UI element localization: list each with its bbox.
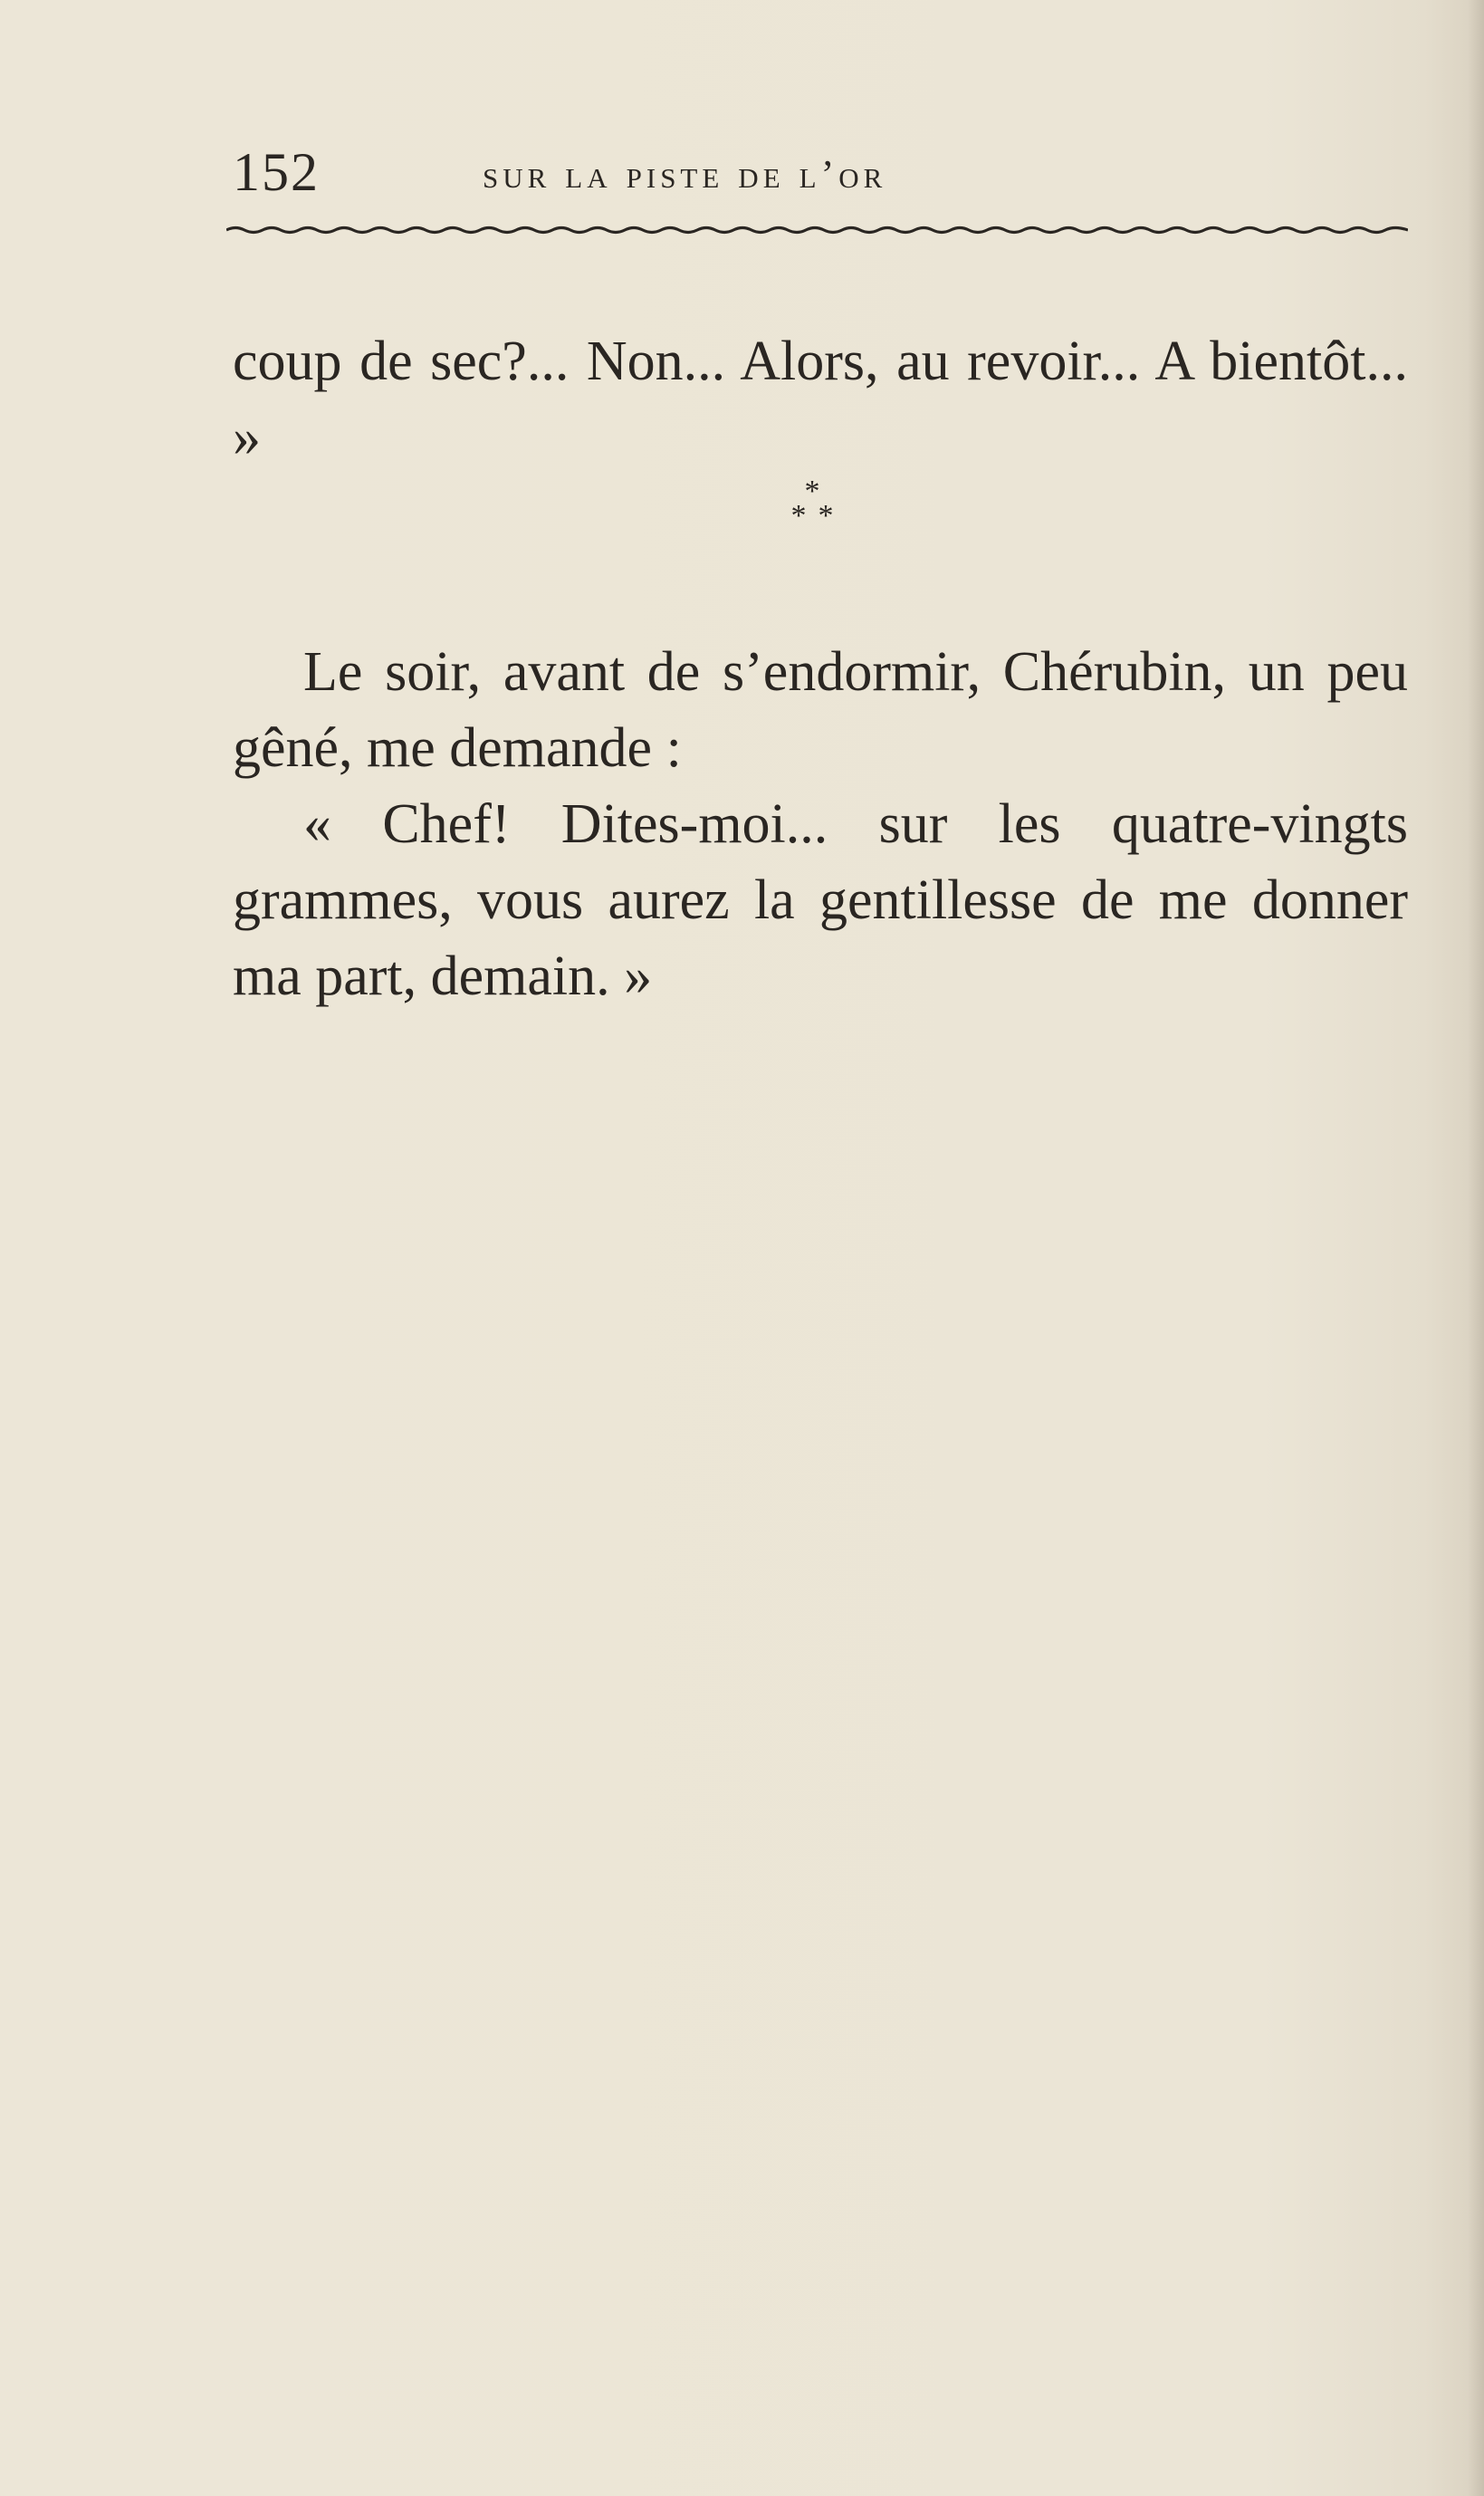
paragraph-evening: Le soir, avant de s’endormir, Chérubin, un peu gêné, me demande : — [233, 641, 1408, 779]
text-block-top — [233, 323, 1408, 475]
asterism-icon — [780, 475, 844, 539]
svg-text:*: * — [804, 475, 820, 508]
paragraph-dialogue: « Chef! Dites-moi... sur les quatre-vingts grammes, vous aurez la gentillesse de me donner ma part, demain. » — [233, 793, 1408, 1007]
svg-text:*: * — [818, 499, 834, 533]
text-block-main — [233, 634, 1408, 1014]
page-number: 152 — [233, 142, 320, 202]
paragraph-continuation: coup de sec?... Non... Alors, au revoir... A bientôt... » — [233, 331, 1408, 468]
svg-text:*: * — [790, 499, 807, 533]
running-title: sur la piste de l’or — [483, 152, 887, 197]
page-edge-shadow — [1468, 0, 1484, 2496]
page-header — [233, 140, 1410, 204]
header-rule — [226, 224, 1408, 235]
